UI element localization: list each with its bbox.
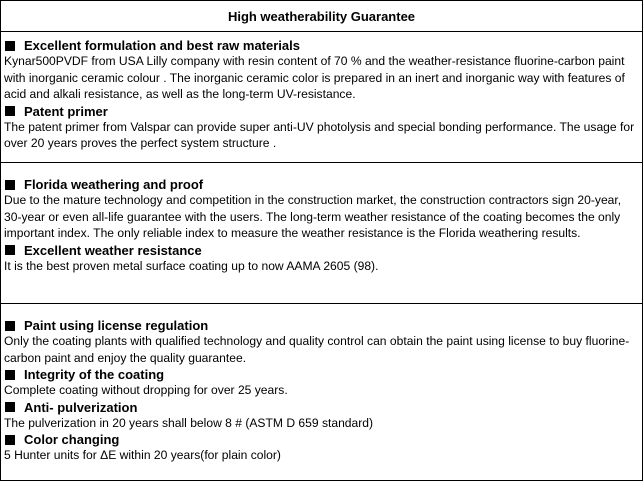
- black-square-bullet-icon: [5, 41, 15, 51]
- heading-text: Excellent weather resistance: [24, 242, 202, 258]
- item-text: Only the coating plants with qualified technology and quality control can obtain the paint using license to buy fluorine-carbon paint and enjoy the quality guarantee.: [4, 334, 630, 365]
- item-text: Due to the mature technology and competition in the construction market, the construction contractors sign 20-year, 30-year or even all-life guarantee with the users. The long-term weather resistance of the coating becomes the only important index. The only reliable index to measure the weather resistance is the Florida weathering results.: [4, 193, 622, 240]
- black-square-bullet-icon: [5, 370, 15, 380]
- section-license: [1, 304, 642, 480]
- item-heading: [4, 432, 639, 447]
- black-square-bullet-icon: [5, 402, 15, 412]
- heading-text: Integrity of the coating: [24, 367, 165, 382]
- item-heading: [4, 367, 639, 382]
- item-text: Complete coating without dropping for over 25 years.: [4, 383, 288, 397]
- black-square-bullet-icon: [5, 321, 15, 331]
- heading-text: Anti- pulverization: [24, 399, 138, 415]
- black-square-bullet-icon: [5, 245, 15, 255]
- heading-text: Paint using license regulation: [24, 318, 209, 333]
- black-square-bullet-icon: [5, 180, 15, 190]
- item-heading: [4, 177, 639, 192]
- heading-text: Excellent formulation and best raw materials: [24, 38, 300, 53]
- item-text: The patent primer from Valspar can provide super anti-UV photolysis and special bonding performance. The usage for over 20 years proves the perfect system structure .: [4, 119, 635, 150]
- black-square-bullet-icon: [5, 106, 15, 116]
- item-heading: [4, 400, 639, 415]
- heading-text: Patent primer: [24, 103, 108, 119]
- heading-text: Florida weathering and proof: [24, 177, 204, 192]
- item-heading: [4, 104, 639, 119]
- item-text: 5 Hunter units for ΔE within 20 years(for plain color): [4, 448, 281, 462]
- section-weathering: [1, 163, 642, 304]
- section-formulation: [1, 32, 642, 163]
- item-text: The pulverization in 20 years shall below 8 # (ASTM D 659 standard): [4, 415, 374, 430]
- item-heading: [4, 38, 639, 53]
- heading-text: Color changing: [24, 432, 120, 447]
- item-heading: [4, 243, 639, 258]
- item-heading: [4, 318, 639, 333]
- table-title: High weatherability Guarantee: [1, 1, 642, 32]
- item-text: Kynar500PVDF from USA Lilly company with resin content of 70 % and the weather-resistance fluorine-carbon paint with inorganic ceramic colour . The inorganic ceramic color is prepared in an inert and inorganic way with features of acid and alkali resistance, as well as the long-term UV-resistance.: [4, 54, 625, 101]
- item-text: It is the best proven metal surface coating up to now AAMA 2605 (98).: [4, 258, 379, 273]
- black-square-bullet-icon: [5, 435, 15, 445]
